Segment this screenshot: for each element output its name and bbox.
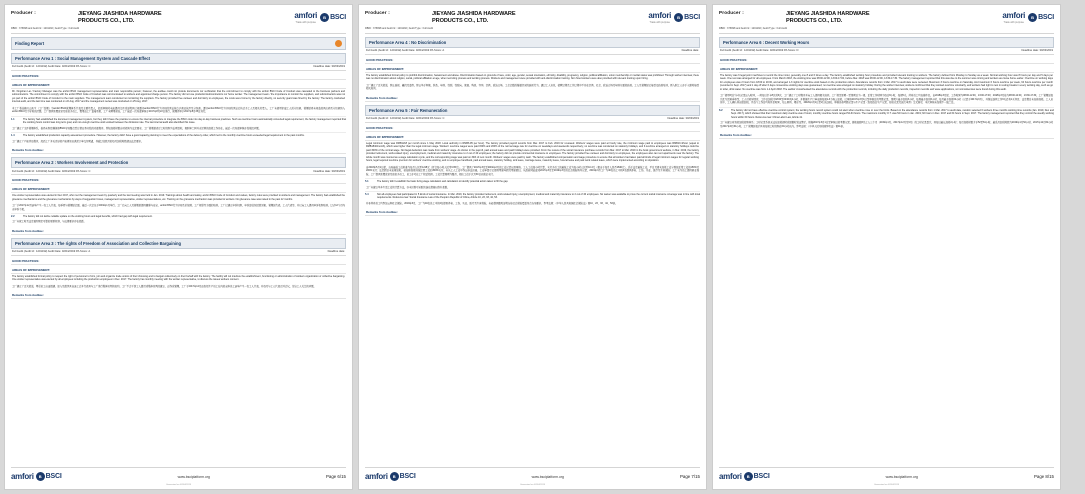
document-page-1 [4, 4, 353, 490]
page-content [5, 34, 352, 467]
amfori-bsci-logo [1002, 10, 1054, 24]
remarks-label: Remarks from Auditee: [11, 228, 346, 235]
amfori-bsci-logo [294, 10, 346, 24]
bsci-circle-icon: B [320, 13, 329, 22]
footer-generated: Generated on 02/04/2019 [520, 484, 545, 486]
bsci-mark [36, 472, 62, 481]
page-meta: DBID : 376698 and Audit Id : 1201192 | Audit Type : Full Audit [719, 27, 787, 31]
bsci-wordmark: BSCI [45, 473, 62, 480]
bsci-wordmark: BSCI [330, 14, 346, 22]
page-footer [365, 467, 700, 484]
section-header-finding-report [11, 37, 346, 50]
block-text: The factory was 6 legal point machines to record the time in/out, generally one 8 and 6 times a day. The factory established working hour procedure and provided relevant training to workers. The factory defined from Monday to Sunday as a week. Normal working hour was 8 hours per day and 5 days per week. One rest was arranged for all employees. From March 2018, the working time was 08:00-12:00, 13:00-17:00, before Mar. 2018 was 08:00-12:00, 13:30-17:30. The factory management reported that this was due to the summer was coming and workers are loose home earlier. Overtime on working days for employees was 2 hours from 18:00 to 20:00, and arranged 1-3 nights for overtime work based on the production orders. Attendance records from 1 Mar. 2017 to audit date were reviewed. Maximum 3 hours overtime on Saturday. And maximum 6 hours overtime per week, 64 hours overtime per month (recorded in Sept. 2017) and 1 day off after 6 days consecutive working days was guaranteed; no overtime was arranged on statutory holiday. During the worker interview, workers confirmed that they worked overtime voluntarily, and workers had right to rest in resting breaks in every working day, such as go to toilet, drink water. No overtime was from 1-2 April 2018. The auditor crosschecked the attendance records with the production records, including the daily production records, inspection records and wave applications, no inconsistencies were found during this audit. [720, 73, 1053, 91]
company-name-line2: PRODUCTS CO., LTD. [432, 17, 489, 24]
amfori-tagline: Trade with purpose [1003, 20, 1024, 24]
section-title: Performance Area 2 : Workers Involvement and Protection [15, 160, 129, 166]
section-header-pa6 [719, 37, 1054, 48]
section-title: Performance Area 3 : The rights of Freedom of Association and Collective Bargaining [15, 240, 181, 246]
bsci-mark [1028, 13, 1054, 22]
document-page-2 [358, 4, 707, 490]
bsci-wordmark: BSCI [684, 14, 700, 22]
section-header-pa1 [11, 53, 346, 64]
footer-amfori-bsci-logo [11, 472, 62, 481]
amfori-logo [719, 473, 742, 481]
bsci-mark [744, 472, 770, 481]
block-text: One worker representative was elected in Dec 2017, who met the management team by quarterly and the last meeting was held in Jan. 2019. Trainings about health and safety, amfori BSCI Code of Conduct and values, factory rules were provided to workers and management. The factory had established the grievance mechanisms and the grievance mechanisms by ways of suggestion boxes, management representative, worker representatives, etc. Training on the grievance mechanism was provided to workers. No grievance case was raised in the past 12 months. [12, 194, 345, 201]
remarks-label: Remarks from Auditee: [365, 95, 700, 102]
finding-number: 5.4 [365, 192, 369, 196]
finding-text: The factory did not define reliable update on the working hours and legal benefits, which had gap with legal requirement. [23, 214, 153, 218]
producer-label: Producer : [719, 10, 744, 15]
block-label: GOOD PRACTICES: [719, 57, 1054, 64]
footer-generated: Generated on 02/04/2019 [874, 484, 899, 486]
block-label: GOOD PRACTICES: [11, 258, 346, 265]
page-meta: DBID : 376698 and Audit Id : 1201192 | Audit Type : Full Audit [365, 27, 433, 31]
finding-text: The factory had established the document management system, but they didn't have the practice to ensure the internal procedure to integrate the BSCI code into day-to-day business practices. Such as overtime hours automatically converted legal requirement, the factory management reported that the working hours control was long term goal, and not enough overtime work existed between the dimission rate. The last internal audit also identified this issue. [23, 117, 346, 125]
document-page-3 [712, 4, 1061, 490]
section-title: Performance Area 5 : Fair Remuneration [369, 107, 448, 113]
footer-generated: Generated on 02/04/2019 [166, 484, 191, 486]
deadline-date: Deadline date: 30/03/2019 [313, 65, 345, 69]
footer-amfori-bsci-logo [719, 472, 770, 481]
block-label: AREAS OF IMPROVEMENT: [11, 186, 346, 193]
section-title: Finding Report [15, 40, 45, 46]
remarks-label: Remarks from Auditee: [11, 292, 346, 299]
block-text-cjk: 自2018年5月1日起，当地最低工资标准为每月人民币1218元（折合每小时人民币6.95元）。工厂提供了2017年3月至2019年2月的工资记录以供审核。工人工资按小时计算，支付予员工的最低工资为每小时人民币10.4元（相当于每月人民币1840元），高于法定最低工资。平日及周末加班工资分别按正常工资的150%及200%支付；法定假日未安排加班，若安排加班则按正常工资的300%支付。未从工人工资中作出非法扣减。工资单显示已提供带薪年假及带薪假日。从政府网站查阅2017年3月至2019年3月的社会保险购买记录，2019年3月工厂为40名员工中的2名提供养老、工伤、失业、医疗及生育保险；工厂未为员工提供商业保险。工厂提供免费食堂及宿舍予员工，员工亦可在工厂附近租房。工资计算周期为整月，相应工资于次月30日以现金支付。 [366, 165, 699, 176]
block-text-cjk: 工厂使用6台打卡机记录出入时间，一般每日打卡8次或6次。工厂建立了工时程序并向工人提供相关培训。工厂规定星期一至星期日为一周。正常工作时间为每日8小时，每周5天。所有员工均安排休息。自2018年3月起，工作时间为08:00-12:00、13:00-17:00；2018年3月前为08:00-12:00、13:30-17:30。工厂管理层表示此乃因夏季将至，工人可较早回家。工作日加班为18:00至20:00共2小时，并根据生产订单安排每周1-3个晚上加班。已审核2017年3月1日至审核日的考勤记录。星期六最多加班3小时，每周最多加班6小时，每月最多加班64小时（记录于2017年9月），并保证连续工作6天后有1天休息；法定假日未安排加班。工人访谈中，工人确认其自愿加班，且每个工作日均有休息时间，如上厕所、喝水等。2018年4月1日至2日无加班。审核员将考勤记录与生产记录（包括每日生产记录、检验记录及波次申请）交叉核对，本次审核未发现不一致之处。 [720, 94, 1053, 105]
footer-page-number: Page 6/15 [325, 474, 346, 479]
block-text-cjk: 工厂未就工时及法定福利制定可靠的更新机制，与法律要求存在差距。 [12, 220, 87, 224]
deadline-date: Deadline date: 30/03/2019 [313, 169, 345, 173]
company-name-line2: PRODUCTS CO., LTD. [78, 17, 135, 24]
producer-block [365, 10, 427, 15]
block-label: GOOD PRACTICES: [365, 125, 700, 132]
block-text-cjk: 工厂未建立有效的加班控制体系；工时记录系统无法在加班超时或超限时发出警示。根据2017年3月1日至审核日的考勤记录，随机抽取6名工人三个月（2019年1月、2017年12月及9月）的工时记录显示，其每日最长加班2小时；每月加班时数介乎52至64小时。最高月加班时数为2019年1月52小时、2017年12月62小时及2017年9月64小时。工厂管理层表示其将每周工时控制在60小时以内。参考法规：《中华人民共和国劳动法》第41条。 [720, 121, 1053, 128]
footer-amfori-bsci-logo [365, 472, 416, 481]
deadline-date: Deadline date: [681, 49, 699, 53]
footer-url[interactable]: www.bsciplatform.org [885, 474, 918, 479]
amfori-wordmark: amfori [648, 11, 672, 20]
bsci-wordmark: BSCI [753, 473, 770, 480]
bsci-circle-icon: B [390, 472, 399, 481]
bsci-mark [390, 472, 416, 481]
amfori-tagline: Trade with purpose [649, 20, 670, 24]
block-label: AREAS OF IMPROVEMENT: [365, 66, 700, 73]
amfori-logo [294, 12, 317, 24]
audit-info: Full Audit (Audit Id : 1201192) Audit Date: 02/04/2019 PA Score: D [720, 49, 799, 53]
block-text-cjk: 工厂未建立基本生活工资的计算方法，亦未识别可采取的潜在措施以弥补差距。 [366, 185, 450, 189]
block-label: AREAS OF IMPROVEMENT: [365, 134, 700, 141]
producer-block [719, 10, 781, 15]
section-subbar [365, 116, 700, 123]
page-meta: DBID : 376698 and Audit Id : 1201192 | Audit Type : Full Audit [11, 27, 79, 31]
remarks-label: Remarks from Auditee: [11, 147, 346, 154]
audit-info: Full Audit (Audit Id : 1201192) Audit Date: 02/04/2019 PA Score: C [366, 117, 445, 121]
producer-block [11, 10, 73, 15]
audit-info: Full Audit (Audit Id : 1201192) Audit Date: 02/04/2019 PA Score: A [12, 250, 91, 254]
finding-text: Not all employees had participated in 5 kinds of social insurance. In Mar. 2019, the factory provided retirement, work-related injury, unemployment, medical and maternity insurance to 2 out of 40 employees. No waiver was available to prove the current social insurance coverage was in line with local requirements. Reference law: Social Insurance Law of the People's Republic of China, Article 10, 23, 33, 44, 53. [377, 192, 700, 200]
company-name-line1: JIEYANG JIASHIDA HARDWARE [786, 11, 870, 17]
bsci-circle-icon: B [674, 13, 683, 22]
audit-info: Full Audit (Audit Id : 1201192) Audit Date: 02/04/2019 PA Score: C [12, 65, 91, 69]
block-text-cjk: 工厂建立了产能评估程序，然而工厂并无良好的产能规划以满足订单交付期望，导致过往数月的每月加班时数超出法定要求。 [12, 139, 144, 143]
amfori-logo [648, 12, 671, 24]
block-label: GOOD PRACTICES: [11, 73, 346, 80]
block-text-cjk: 工厂于2017年12月选举产生一名工人代表，每季度与管理层会面，最近一次会议于2019年1月举行。工厂已向工人及管理层提供健康与安全、amfori BSCI行为守则及价值观、工厂规章等方面的培训。工厂已建立申诉机制，申诉途径包括意见箱、管理层代表、工人代表等，并已向工人提供申诉机制培训。过去12个月内无申诉个案。 [12, 204, 345, 211]
page-header [5, 5, 352, 27]
footer-url[interactable]: www.bsciplatform.org [177, 474, 210, 479]
block-text-cjk: 工厂建立了正式政策，尊重员工自由组建、加入及组织其自选工会并代表其与工厂进行集体谈判的权利。工厂不会干涉工人组织或集体谈判的建立、运作或管理。工厂于2017年12月由包括生产员工在内的全体员工选举产生一名工人代表，并每月与工人代表召开会议，讨论工人关注的问题。 [12, 284, 316, 288]
finding-number: 6.2 [719, 108, 723, 112]
section-header-pa5 [365, 105, 700, 116]
company-name-line2: PRODUCTS CO., LTD. [786, 17, 843, 24]
bsci-circle-icon: B [744, 472, 753, 481]
section-subbar [11, 249, 346, 256]
deadline-date: Deadline date: [327, 250, 345, 254]
bsci-wordmark: BSCI [1038, 14, 1054, 22]
company-block [786, 10, 997, 24]
page-header [713, 5, 1060, 27]
block-text-cjk: 本工厂委任赖兴山先生（工厂经理）为amfori BSCI管理体系代表及主要负责人，然而审核时未能提供文件或证明其已将遵守amfori BSCI行为守则的承诺传达予商业伙伴及分包商。遵守amfori BSCI行为守则的承诺已传达予工人及相关负责人。工厂未使用家庭工人或分包商。管理层尚未将监控供应商及分包商纳入amfori BSCI行为守则的范围。工厂提供免费食堂及宿舍予员工，费用由工厂直接承担，工厂未聘用保安。工厂最近一次内部审核于2017年8月22日进行，管理评审于2017年8月25日进行。 [12, 106, 345, 114]
section-title: Performance Area 1 : Social Management System and Cascade Effect [15, 55, 150, 61]
bsci-mark [320, 13, 346, 22]
finding-row [11, 116, 346, 126]
remarks-label: Remarks from Auditee: [719, 132, 1054, 139]
amfori-tagline: Trade with purpose [295, 20, 316, 24]
section-subbar [11, 64, 346, 71]
block-label: AREAS OF IMPROVEMENT: [719, 66, 1054, 73]
remarks-label: Remarks from Auditee: [365, 209, 700, 216]
bsci-wordmark: BSCI [399, 473, 416, 480]
finding-number: 1.1 [11, 117, 15, 121]
company-block [78, 10, 289, 24]
finding-text: The factory established production capacity assessment procedure. However, the factory didn't have a good capacity planning to meet the expectations of the delivery order, which led to the monthly overtime hours exceeded legal requirement in the past months. [23, 134, 305, 138]
section-header-pa2 [11, 157, 346, 168]
amfori-wordmark: amfori [1002, 11, 1026, 20]
amfori-wordmark: amfori [11, 471, 34, 481]
amfori-wordmark: amfori [719, 471, 742, 481]
bsci-circle-icon: B [1028, 13, 1037, 22]
amfori-logo [1002, 12, 1025, 24]
bsci-mark [674, 13, 700, 22]
amfori-wordmark: amfori [294, 11, 318, 20]
footer-page-number: Page 7/15 [679, 474, 700, 479]
footer-page-number: Page 8/15 [1033, 474, 1054, 479]
section-subbar [11, 168, 346, 175]
amfori-logo [11, 473, 34, 481]
finding-text: The factory did not have effective overtime control system; the working hours record system could not alert when overtime rose or over the limits. Based on the attendance records from 1 Mar. 2017 to audit date, random selected 6 workers three months working time records (Jan. 2019, Dec and Sept. 2017), which showed that their maximum daily overtime was 2 hours; monthly overtime hours ranged 52-64 hours. The maximum monthly O.T. was 52 hours in Jan. 2019; 62 hours in Dec. 2017 and 64 hours in Sept. 2017. The factory management reported that they control the weekly working hours within 60 hours. Reference law: China Labor Law, Article 41. [731, 108, 1054, 119]
block-text-cjk: 工厂建立了文件管理体系，但尚未制定确保将BSCI守则整合至日常业务实践的内部程序。例如加班时数自动转换为法定要求，工厂管理层表示工时控制为长期目标，离职率之间并无足够的加班工作存在。最近一次内部审核亦发现此问题。 [12, 126, 262, 130]
producer-label: Producer : [11, 10, 36, 15]
page-footer [11, 467, 346, 484]
footer-url[interactable]: www.bsciplatform.org [531, 474, 564, 479]
finding-row [365, 191, 700, 201]
section-subbar [719, 48, 1054, 55]
page-header [359, 5, 706, 27]
block-text: Legal minimum wage was RMB1218 per month since 1 May 2018. Local authority in RMB6.95 per hour). The factory provided payroll records from Mar. 2017 to Feb. 2019 for reviewed. Workers' wages were paid at hourly rate, the minimum wage paid to employees was RMB10.4/hour (equal to RMB1840/month), which was higher than the legal minimum wage. Workers' overtime wages were paid 150% and 200% of the normal wage rate for overtime on weekdays and weekends respectively; no overtime was conducted on statutory holidays, and if overtime arranged on statutory holidays could be paid 300% of the normal wage. No illegal deduction was made from workers' wage. As shown in the payroll, paid annual leave and paid holidays were provided. From the review of the social insurance purchase records from Mar. 2017 to Mar. 2019 in the book government website, in Mar. 2019, the factory provided retirement, work-related injury, unemployment, medical and maternity insurance to 2 out of 40 employees; the factory did not provide commercial insurance to employees. The factory provided free canteen and dormitory to employees, the employees also can rent apartments near the factory. The whole month was counted as a wage calculation cycle, and the corresponding wage was paid on 30th of next month. Workers' wages were paid by cash. The factory established compensation and wage procedure to ensure that all workers had taken paid all kinds of legal minimum wages for regular working hours, legal required overtime premium for workers' overtime working, and no employee handbook, paid annual leave, statutory holiday, sick leave, marriage leave, maternity leave, funeral leave and paid work related leave, which were implemented according to stipulation. [366, 141, 699, 163]
section-header-pa4 [365, 37, 700, 48]
block-label: AREAS OF IMPROVEMENT: [11, 82, 346, 89]
company-block [432, 10, 643, 24]
amfori-wordmark: amfori [365, 471, 388, 481]
audit-info: Full Audit (Audit Id : 1201192) Audit Date: 02/04/2019 PA Score: C [12, 169, 91, 173]
finding-number: 5.1 [365, 180, 369, 184]
block-text: The factory established formal policy to prohibit discrimination, harassment and abuse. Discrimination based on grounds of race, color, age, gender, sexual orientation, ethnicity, disability, pregnancy, religion, political affiliation, union membership or marital status was prohibited. Through worker interview, there was no discrimination about religion, social, political affiliation at age, when recruiting process and working process. Workers and management were provided with anti-discrimination training. Non hired workers were also provided with relevant training upon hiring. [366, 73, 699, 81]
deadline-date: Deadline date: 30/03/2019 [667, 117, 699, 121]
section-title: Performance Area 6 : Decent Working Hours [723, 39, 810, 45]
bsci-circle-icon: B [36, 472, 45, 481]
page-content [359, 34, 706, 467]
deadline-date: Deadline date: 30/03/2019 [1021, 49, 1053, 53]
block-text-cjk: 工厂建立了正式政策，禁止歧视、骚扰及虐待。禁止基于种族、肤色、年龄、性别、性取向、族裔、残疾、怀孕、宗教、政治立场、工会会籍或婚姻状况的歧视行为。通过工人访谈，招聘过程及工作过程中不存在宗教、社会、政治立场及年龄方面的歧视。工人及管理层已接受反歧视培训，新入职工人亦于入职时接受相关培训。 [366, 83, 699, 91]
company-name-line1: JIEYANG JIASHIDA HARDWARE [432, 11, 516, 17]
page-content [713, 34, 1060, 467]
producer-label: Producer : [365, 10, 390, 15]
finding-row [719, 107, 1054, 120]
section-header-pa3 [11, 238, 346, 249]
section-subbar [365, 48, 700, 55]
page-footer [719, 467, 1054, 484]
block-text: The factory established formal policy to respect the right of personnel to form, join and organize trade unions of their choosing and to bargain collectively on their behalf with the factory. The facility will not interfere the establishment, functioning or administration of workers organization or collective bargaining. One worker representative was elected by all employees including the production employees in Dec. 2017. The factory has monthly meeting with the worker representative, to discuss the issues workers concern. [12, 274, 345, 282]
block-text: Mr. Xingshan Lai / Factory Manager was the amfori BSCI management representative and main responsible person; however, the auditee could not provide documents nor verification that the commitment to comply with the amfori BSCI Code of Conduct was cascaded to the business partners and subcontractors. The commitment to comply with the amfori BSCI Code of Conduct was communicated to workers and appointed charge person. The factory did not use production/subcontractors nor home worker. The management team / the importance to monitor the suppliers, and subcontractors was not yet part of the amfori BSCI Code of Conduct to the main suppliers. The management team conducted no monitoring the suppliers. The factory provided free canteen and dormitory to employees, the costs were borne by the factory directly, no security guard was hired by the factory. The factory conducted internal audit, and the last time was conducted on 22 Aug. 2017 and the management review was conducted on 25 Aug. 2017. [12, 89, 345, 104]
block-label: GOOD PRACTICES: [365, 57, 700, 64]
globe-icon [335, 40, 342, 47]
block-label: AREAS OF IMPROVEMENT: [11, 267, 346, 274]
section-title: Performance Area 4 : No Discrimination [369, 39, 447, 45]
audit-info: Full Audit (Audit Id : 1201192) Audit Date: 02/04/2019 PA Score: A [366, 49, 445, 53]
finding-text: The factory didn't establish the basic living wage calculation and calculation to identify potential action taken to fill the gap. [377, 180, 509, 184]
block-text-cjk: 并非所有员工均参加五种社会保险。2019年3月，工厂为40名员工中的2名提供养老、工伤、失业、医疗及生育保险。未能提供豁免证明当前社会保险覆盖符合当地要求。参考法规：《中华人民共和国社会保险法》第10、23、33、44、53条。 [366, 201, 618, 205]
finding-number: 1.4 [11, 134, 15, 138]
amfori-logo [365, 473, 388, 481]
finding-number: 2.2 [11, 214, 15, 218]
block-label: GOOD PRACTICES: [11, 177, 346, 184]
company-name-line1: JIEYANG JIASHIDA HARDWARE [78, 11, 162, 17]
amfori-bsci-logo [648, 10, 700, 24]
